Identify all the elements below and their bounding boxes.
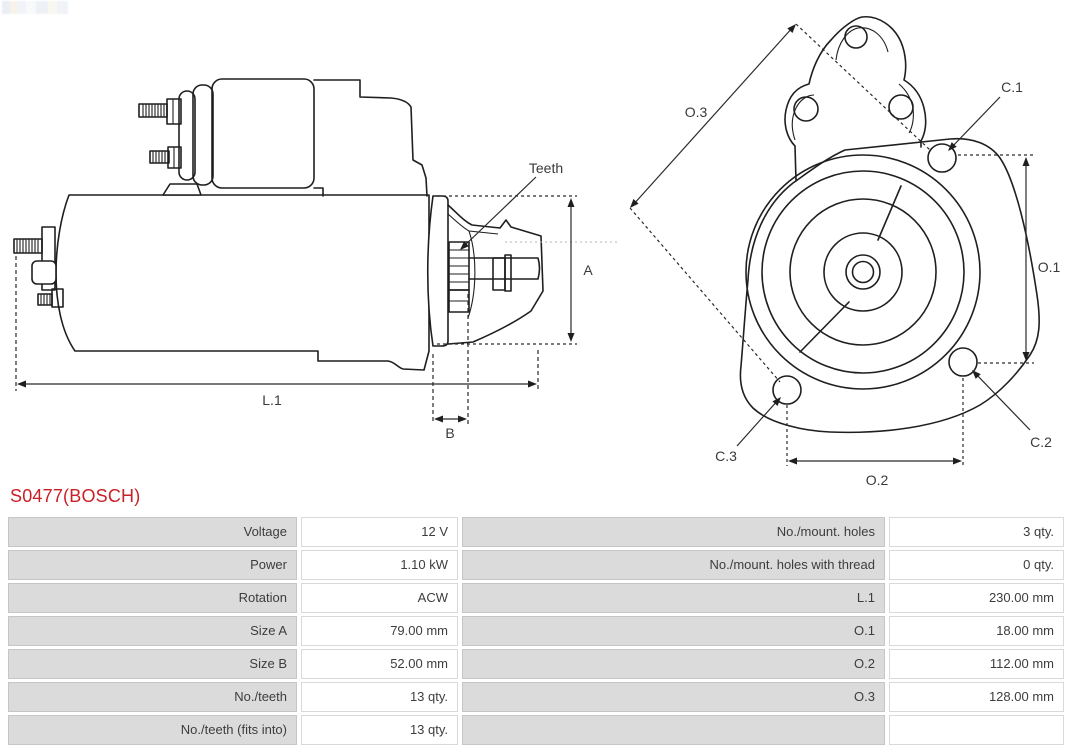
spec-value-cell: 230.00 mm <box>889 583 1064 613</box>
spec-label-cell: No./teeth (fits into) <box>8 715 297 745</box>
spec-label-cell: O.1 <box>462 616 885 646</box>
drive-housing-top <box>314 80 427 196</box>
terminal-bolt-top <box>139 99 181 124</box>
flange-band <box>428 196 448 346</box>
hole-callout-c3 <box>715 397 781 464</box>
spec-value-cell: ACW <box>301 583 458 613</box>
spec-table <box>8 517 1064 745</box>
spec-value-cell: 12 V <box>301 517 458 547</box>
spec-label-cell <box>462 715 885 745</box>
solenoid-cap-inner-arc-right <box>899 84 913 133</box>
teeth-callout-line <box>462 177 536 248</box>
solenoid-cap-inner-arc-left <box>792 95 814 140</box>
spec-label-cell: No./teeth <box>8 682 297 712</box>
dimension-l1 <box>16 256 538 408</box>
bell-housing-inner-line <box>448 214 498 234</box>
hole-callout-c2 <box>972 370 1052 450</box>
spec-label-cell: Voltage <box>8 517 297 547</box>
pinion-gear <box>449 242 469 312</box>
spec-value-cell: 3 qty. <box>889 517 1064 547</box>
teeth-label: Teeth <box>528 160 564 176</box>
hole-c3-label: C.3 <box>715 448 737 464</box>
spec-label-cell: Rotation <box>8 583 297 613</box>
drive-shaft <box>469 255 540 291</box>
terminal-bolt-lower <box>150 147 181 168</box>
dimension-o1 <box>958 155 1060 363</box>
side-view-drawing <box>14 79 620 441</box>
solenoid <box>163 79 323 196</box>
dim-o3-label: O.3 <box>684 104 708 120</box>
spec-label-cell: O.3 <box>462 682 885 712</box>
spec-value-cell: 112.00 mm <box>889 649 1064 679</box>
spec-value-cell: 79.00 mm <box>301 616 458 646</box>
housing-circles <box>746 155 980 389</box>
hole-c2-label: C.2 <box>1030 434 1052 450</box>
cap-bolt-hole-left <box>794 97 818 121</box>
spec-value-cell: 0 qty. <box>889 550 1064 580</box>
hole-c1-label: C.1 <box>1001 79 1023 95</box>
dim-l1-label: L.1 <box>262 392 282 408</box>
dim-a-label: A <box>583 262 593 278</box>
hole-callout-c1 <box>948 79 1023 151</box>
dim-o2-label: O.2 <box>865 472 889 485</box>
motor-body-outline <box>56 195 429 370</box>
cap-bolt-hole-top <box>845 26 867 48</box>
front-view-drawing <box>630 17 1060 485</box>
terminal-assembly-left <box>14 227 63 307</box>
solenoid-bracket <box>163 184 201 195</box>
section-line-lower <box>800 302 849 352</box>
mounting-flange-outline <box>740 139 1039 433</box>
spec-value-cell: 13 qty. <box>301 715 458 745</box>
solenoid-cap-inner-arc-top <box>836 28 888 60</box>
spec-label-cell: No./mount. holes <box>462 517 885 547</box>
solenoid-cap-outline <box>785 17 926 181</box>
spec-value-cell: 52.00 mm <box>301 649 458 679</box>
spec-label-cell: Size B <box>8 649 297 679</box>
spec-value-cell: 18.00 mm <box>889 616 1064 646</box>
part-number-title: S0477(BOSCH) <box>10 486 141 506</box>
spec-label-cell: No./mount. holes with thread <box>462 550 885 580</box>
spec-value-cell <box>889 715 1064 745</box>
spec-label-cell: O.2 <box>462 649 885 679</box>
spec-label-cell: Power <box>8 550 297 580</box>
spec-label-cell: L.1 <box>462 583 885 613</box>
dim-o1-label: O.1 <box>1037 259 1061 275</box>
section-line-upper <box>878 186 901 240</box>
spec-value-cell: 128.00 mm <box>889 682 1064 712</box>
spec-value-cell: 1.10 kW <box>301 550 458 580</box>
spec-label-cell: Size A <box>8 616 297 646</box>
dim-b-label: B <box>445 425 455 441</box>
spec-value-cell: 13 qty. <box>301 682 458 712</box>
